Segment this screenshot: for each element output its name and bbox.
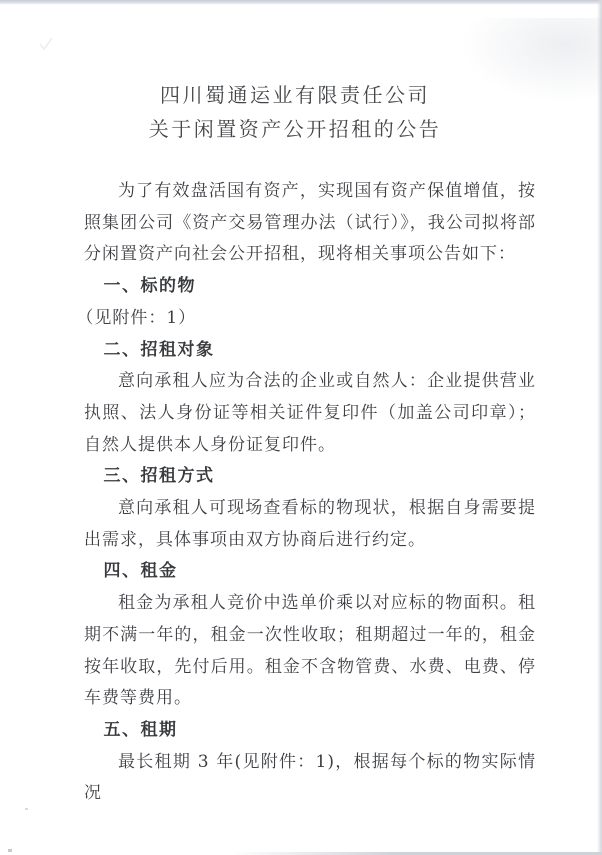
document-body	[76, 176, 536, 810]
section-heading-2: 二、招租对象	[103, 339, 215, 360]
title-line-company: 四川蜀通运业有限责任公司	[160, 83, 430, 107]
scan-speck	[8, 849, 12, 852]
section-heading-4: 四、租金	[103, 561, 178, 582]
scan-edge-top	[0, 0, 602, 5]
section-body-3: 意向承租人可现场查看标的物现状，根据自身需要提出需求，具体事项由双方协商后进行约定。	[84, 498, 536, 550]
intro-paragraph: 为了有效盘活国有资产，实现国有资产保值增值，按照集团公司《资产交易管理办法（试行）》，我公司拟将部分闲置资产向社会公开招租，现将相关事项公告如下：	[84, 181, 536, 265]
title-line-subject: 关于闲置资产公开招租的公告	[148, 117, 442, 141]
scan-speck	[25, 808, 28, 810]
section-heading-5: 五、租期	[103, 719, 178, 740]
scan-edge-right	[597, 0, 602, 855]
document-title	[0, 78, 590, 146]
section-heading-1: 一、标的物	[103, 276, 197, 297]
section-body-4: 租金为承租人竞价中选单价乘以对应标的物面积。租期不满一年的，租金一次性收取；租期超过一年的，租金按年收取，先付后用。租金不含物管费、水费、电费、停车费等费用。	[84, 593, 536, 709]
check-mark-icon	[38, 36, 54, 52]
section-body-5: 最长租期 3 年(见附件：1)，根据每个标的物实际情况	[84, 751, 536, 804]
section-body-2: 意向承租人应为合法的企业或自然人：企业提供营业执照、法人身份证等相关证件复印件（加盖公司印章）；自然人提供本人身份证复印件。	[84, 371, 536, 455]
section-body-1: （见附件：1）	[76, 307, 197, 328]
section-heading-3: 三、招租方式	[103, 466, 215, 487]
